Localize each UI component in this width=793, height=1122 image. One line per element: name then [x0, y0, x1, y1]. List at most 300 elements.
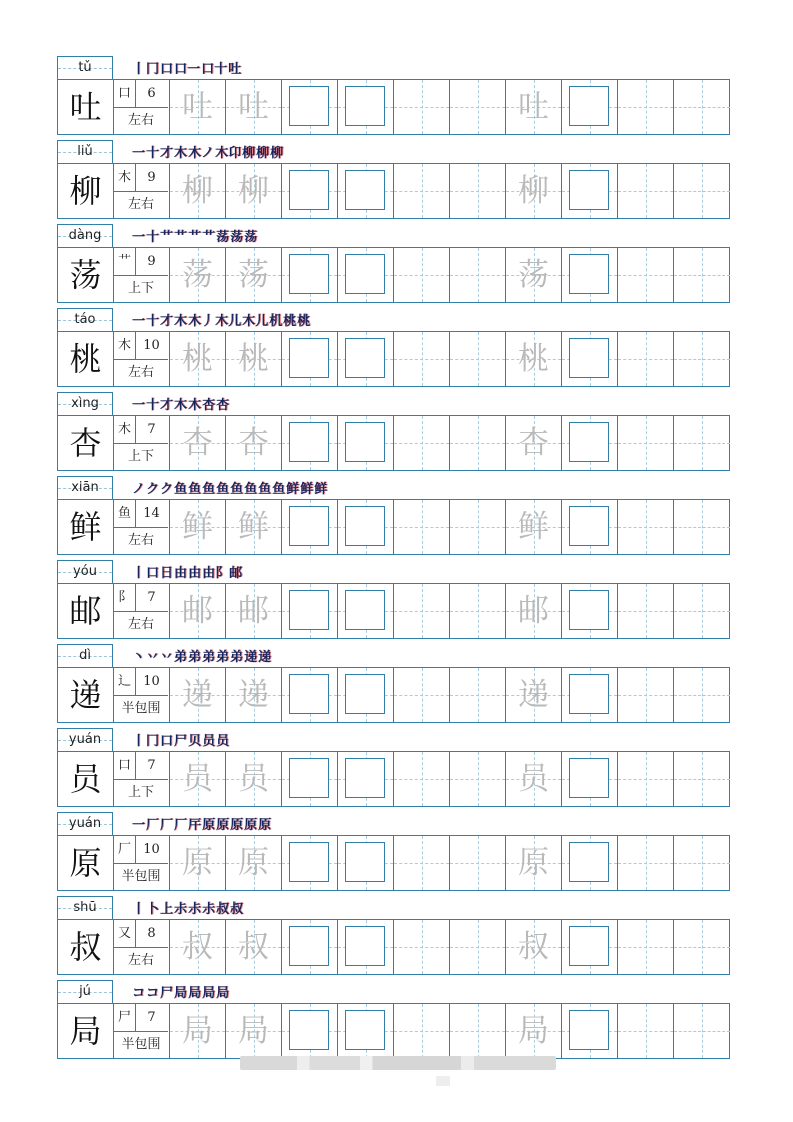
writing-cell[interactable] — [562, 1004, 618, 1058]
writing-cell[interactable] — [618, 164, 674, 218]
trace-character: 柳 — [238, 173, 269, 209]
inner-writing-box[interactable] — [569, 170, 609, 210]
stroke-step: 木卬 — [215, 146, 242, 161]
inner-writing-box[interactable] — [345, 86, 385, 126]
writing-cell[interactable] — [170, 584, 226, 638]
practice-row — [57, 667, 730, 723]
trace-character: 吐 — [518, 89, 549, 125]
stroke-order — [132, 58, 242, 78]
writing-cell[interactable] — [562, 248, 618, 302]
writing-cell[interactable] — [282, 80, 338, 134]
trace-character: 柳 — [182, 173, 213, 209]
trace-character: 局 — [238, 1013, 269, 1049]
practice-row — [57, 415, 730, 471]
stroke-step: 局 — [174, 986, 188, 1001]
structure: 左右 — [127, 533, 154, 548]
writing-cell[interactable] — [338, 500, 394, 554]
inner-writing-box[interactable] — [289, 926, 329, 966]
inner-writing-box[interactable] — [569, 590, 609, 630]
model-character: 员 — [58, 752, 114, 806]
inner-writing-box[interactable] — [569, 842, 609, 882]
stroke-step: 尸 — [160, 986, 174, 1001]
stroke-step: 柳 — [270, 146, 284, 161]
structure: 上下 — [127, 281, 154, 296]
writing-cell[interactable] — [506, 248, 562, 302]
stroke-step: 口 — [146, 566, 160, 581]
writing-cell[interactable] — [226, 332, 282, 386]
info-top — [114, 332, 168, 360]
trace-character: 荡 — [238, 257, 269, 293]
stroke-step: 口十 — [201, 62, 228, 77]
character-info — [114, 836, 170, 890]
inner-writing-box[interactable] — [289, 254, 329, 294]
writing-cell[interactable] — [394, 416, 450, 470]
writing-cell[interactable] — [562, 500, 618, 554]
writing-cell[interactable] — [506, 584, 562, 638]
writing-cell[interactable] — [674, 416, 730, 470]
inner-writing-box[interactable] — [345, 254, 385, 294]
writing-cell[interactable] — [618, 500, 674, 554]
writing-cell[interactable] — [170, 836, 226, 890]
writing-cell[interactable] — [450, 668, 506, 722]
inner-writing-box[interactable] — [569, 254, 609, 294]
writing-cell[interactable] — [338, 248, 394, 302]
stroke-step: 一 — [132, 230, 146, 245]
writing-cell[interactable] — [562, 836, 618, 890]
model-character: 柳 — [58, 164, 114, 218]
writing-cell[interactable] — [618, 332, 674, 386]
radical: 木 — [114, 164, 136, 191]
pinyin-box — [57, 980, 113, 1003]
writing-cell[interactable] — [170, 1004, 226, 1058]
stroke-step: 由 — [188, 566, 202, 581]
writing-cell[interactable] — [450, 164, 506, 218]
stroke-count: 7 — [147, 758, 156, 773]
writing-cell[interactable] — [282, 1004, 338, 1058]
info-top — [114, 248, 168, 276]
info-top — [114, 1004, 168, 1032]
pinyin-text: liǔ — [77, 144, 93, 159]
stroke-step: ク — [160, 482, 174, 497]
writing-cell[interactable] — [674, 668, 730, 722]
stroke-step: 冂 — [146, 734, 160, 749]
stroke-step: 吐 — [228, 62, 242, 77]
writing-cell[interactable] — [226, 416, 282, 470]
inner-writing-box[interactable] — [345, 674, 385, 714]
stroke-step: 冂 — [146, 62, 160, 77]
writing-cell[interactable] — [506, 500, 562, 554]
writing-cell[interactable] — [506, 836, 562, 890]
trace-character: 鲜 — [238, 509, 269, 545]
info-top — [114, 920, 168, 948]
writing-cell[interactable] — [674, 752, 730, 806]
trace-character: 杏 — [182, 425, 213, 461]
writing-cell[interactable] — [618, 416, 674, 470]
writing-cell[interactable] — [394, 836, 450, 890]
writing-cell[interactable] — [282, 836, 338, 890]
writing-cell[interactable] — [170, 164, 226, 218]
writing-cell[interactable] — [562, 752, 618, 806]
writing-cell[interactable] — [226, 1004, 282, 1058]
stroke-step: 厂 — [160, 818, 174, 833]
writing-cell[interactable] — [394, 752, 450, 806]
writing-cell[interactable] — [226, 248, 282, 302]
character-info — [114, 500, 170, 554]
stroke-step: 木儿 — [215, 314, 242, 329]
radical: 阝 — [114, 584, 136, 611]
stroke-count: 9 — [147, 170, 156, 185]
stroke-step: 原 — [216, 818, 230, 833]
writing-cell[interactable] — [506, 332, 562, 386]
trace-character: 桃 — [238, 341, 269, 377]
writing-cell[interactable] — [282, 752, 338, 806]
stroke-step: 弟 — [202, 650, 216, 665]
stroke-step: 荡 — [244, 230, 258, 245]
writing-cell[interactable] — [226, 752, 282, 806]
writing-cell[interactable] — [394, 920, 450, 974]
writing-cell[interactable] — [170, 920, 226, 974]
stroke-step: 递 — [258, 650, 272, 665]
writing-cell[interactable] — [338, 584, 394, 638]
trace-character: 邮 — [182, 593, 213, 629]
stroke-order — [132, 226, 258, 246]
stroke-step: 艹 — [188, 230, 202, 245]
writing-cell[interactable] — [506, 920, 562, 974]
writing-cell[interactable] — [170, 752, 226, 806]
writing-cell[interactable] — [674, 164, 730, 218]
radical: 厂 — [114, 836, 136, 863]
pinyin-text: xiān — [71, 480, 99, 495]
stroke-step: 鱼 — [174, 482, 188, 497]
trace-character: 杏 — [238, 425, 269, 461]
stroke-step: 尸 — [174, 734, 188, 749]
writing-cell[interactable] — [450, 1004, 506, 1058]
model-character: 荡 — [58, 248, 114, 302]
practice-row — [57, 835, 730, 891]
structure: 左右 — [127, 953, 154, 968]
stroke-step: 局 — [188, 986, 202, 1001]
writing-cell[interactable] — [562, 332, 618, 386]
writing-cell[interactable] — [282, 416, 338, 470]
writing-cell[interactable] — [674, 1004, 730, 1058]
structure: 半包围 — [121, 701, 161, 716]
writing-cell[interactable] — [394, 248, 450, 302]
writing-cell[interactable] — [338, 332, 394, 386]
writing-cell[interactable] — [450, 920, 506, 974]
practice-row — [57, 919, 730, 975]
inner-writing-box[interactable] — [289, 590, 329, 630]
stroke-step: 鱼 — [258, 482, 272, 497]
info-top — [114, 584, 168, 612]
writing-cell[interactable] — [394, 80, 450, 134]
info-top — [114, 416, 168, 444]
pinyin-box — [57, 812, 113, 835]
stroke-step: 鱼 — [216, 482, 230, 497]
inner-writing-box[interactable] — [289, 422, 329, 462]
writing-cell[interactable] — [170, 332, 226, 386]
writing-cell[interactable] — [450, 500, 506, 554]
inner-writing-box[interactable] — [569, 674, 609, 714]
stroke-step: 艹 — [202, 230, 216, 245]
inner-writing-box[interactable] — [345, 338, 385, 378]
inner-writing-box[interactable] — [569, 926, 609, 966]
writing-cell[interactable] — [170, 500, 226, 554]
stroke-step: 艹 — [174, 230, 188, 245]
stroke-step: 丷 — [160, 650, 174, 665]
radical: 口 — [114, 752, 136, 779]
writing-cell[interactable] — [226, 668, 282, 722]
writing-cell[interactable] — [394, 1004, 450, 1058]
practice-row — [57, 163, 730, 219]
writing-cell[interactable] — [506, 416, 562, 470]
stroke-step: 鲜 — [300, 482, 314, 497]
writing-cell[interactable] — [170, 668, 226, 722]
model-character: 叔 — [58, 920, 114, 974]
writing-cell[interactable] — [562, 416, 618, 470]
writing-cell[interactable] — [450, 836, 506, 890]
writing-cell[interactable] — [562, 584, 618, 638]
inner-writing-box[interactable] — [345, 842, 385, 882]
stroke-order — [132, 730, 230, 750]
inner-writing-box[interactable] — [345, 758, 385, 798]
inner-writing-box[interactable] — [569, 1010, 609, 1050]
stroke-step: 尗 — [174, 902, 188, 917]
stroke-step: 柳 — [256, 146, 270, 161]
inner-writing-box[interactable] — [569, 422, 609, 462]
structure: 半包围 — [121, 869, 161, 884]
writing-cell[interactable] — [618, 584, 674, 638]
writing-cell[interactable] — [618, 1004, 674, 1058]
inner-writing-box[interactable] — [569, 506, 609, 546]
practice-row — [57, 499, 730, 555]
writing-cell[interactable] — [282, 332, 338, 386]
character-info — [114, 416, 170, 470]
writing-cell[interactable] — [674, 248, 730, 302]
stroke-step: 递 — [244, 650, 258, 665]
stroke-step: 尗 — [188, 902, 202, 917]
inner-writing-box[interactable] — [345, 1010, 385, 1050]
stroke-step: 鱼 — [244, 482, 258, 497]
stroke-step: 柳 — [242, 146, 256, 161]
radical: 木 — [114, 332, 136, 359]
model-character: 原 — [58, 836, 114, 890]
character-info — [114, 920, 170, 974]
inner-writing-box[interactable] — [345, 170, 385, 210]
stroke-step: 才 — [160, 398, 174, 413]
stroke-step: 丨 — [132, 902, 146, 917]
trace-character: 邮 — [238, 593, 269, 629]
stroke-step: 原 — [230, 818, 244, 833]
stroke-step: 木 — [174, 314, 188, 329]
writing-cell[interactable] — [506, 1004, 562, 1058]
writing-cell[interactable] — [450, 584, 506, 638]
writing-cell[interactable] — [562, 668, 618, 722]
writing-cell[interactable] — [338, 920, 394, 974]
writing-cell[interactable] — [170, 248, 226, 302]
writing-cell[interactable] — [282, 164, 338, 218]
writing-cell[interactable] — [338, 752, 394, 806]
inner-writing-box[interactable] — [569, 758, 609, 798]
pinyin-box — [57, 476, 113, 499]
writing-cell[interactable] — [226, 500, 282, 554]
writing-cell[interactable] — [562, 920, 618, 974]
stroke-step: 上 — [160, 902, 174, 917]
stroke-step: 杏 — [202, 398, 216, 413]
trace-character: 局 — [518, 1013, 549, 1049]
writing-cell[interactable] — [450, 416, 506, 470]
writing-cell[interactable] — [170, 416, 226, 470]
writing-cell[interactable] — [282, 500, 338, 554]
stroke-order — [132, 646, 272, 666]
character-info — [114, 80, 170, 134]
writing-cell[interactable] — [674, 584, 730, 638]
stroke-count: 7 — [147, 422, 156, 437]
writing-cell[interactable] — [618, 752, 674, 806]
writing-cell[interactable] — [226, 80, 282, 134]
stroke-order — [132, 310, 311, 330]
inner-writing-box[interactable] — [289, 842, 329, 882]
writing-cell[interactable] — [338, 416, 394, 470]
trace-character: 桃 — [518, 341, 549, 377]
stroke-step: 贝 — [188, 734, 202, 749]
model-character: 鲜 — [58, 500, 114, 554]
inner-writing-box[interactable] — [569, 338, 609, 378]
writing-cell[interactable] — [562, 164, 618, 218]
writing-cell[interactable] — [338, 164, 394, 218]
writing-cell[interactable] — [394, 584, 450, 638]
practice-row — [57, 583, 730, 639]
writing-cell[interactable] — [506, 80, 562, 134]
stroke-step: 十 — [146, 314, 160, 329]
writing-cell[interactable] — [450, 752, 506, 806]
stroke-step: 十 — [146, 398, 160, 413]
writing-cell[interactable] — [170, 80, 226, 134]
character-info — [114, 668, 170, 722]
writing-cell[interactable] — [338, 668, 394, 722]
character-entry — [0, 560, 793, 644]
writing-cell[interactable] — [338, 836, 394, 890]
writing-cell[interactable] — [338, 1004, 394, 1058]
inner-writing-box[interactable] — [289, 338, 329, 378]
radical: 鱼 — [114, 500, 136, 527]
pinyin-box — [57, 560, 113, 583]
inner-writing-box[interactable] — [569, 86, 609, 126]
writing-cell[interactable] — [282, 584, 338, 638]
writing-cell[interactable] — [338, 80, 394, 134]
pinyin-text: táo — [74, 312, 96, 327]
character-entry — [0, 476, 793, 560]
writing-cell[interactable] — [674, 332, 730, 386]
writing-cell[interactable] — [226, 164, 282, 218]
writing-cell[interactable] — [618, 836, 674, 890]
writing-cell[interactable] — [394, 500, 450, 554]
writing-cell[interactable] — [618, 248, 674, 302]
writing-cell[interactable] — [226, 920, 282, 974]
trace-character: 员 — [518, 761, 549, 797]
character-info — [114, 248, 170, 302]
stroke-step: 局 — [216, 986, 230, 1001]
inner-writing-box[interactable] — [289, 758, 329, 798]
stroke-step: 丶 — [132, 650, 146, 665]
character-entry — [0, 56, 793, 140]
writing-cell[interactable] — [618, 80, 674, 134]
writing-cell[interactable] — [506, 668, 562, 722]
writing-cell[interactable] — [226, 836, 282, 890]
writing-cell[interactable] — [674, 80, 730, 134]
writing-cell[interactable] — [618, 668, 674, 722]
writing-cell[interactable] — [282, 920, 338, 974]
stroke-step: 丨 — [132, 566, 146, 581]
writing-cell[interactable] — [674, 836, 730, 890]
inner-writing-box[interactable] — [345, 926, 385, 966]
trace-character: 杏 — [518, 425, 549, 461]
writing-cell[interactable] — [506, 752, 562, 806]
inner-writing-box[interactable] — [289, 1010, 329, 1050]
writing-cell[interactable] — [450, 248, 506, 302]
model-character: 杏 — [58, 416, 114, 470]
trace-character: 荡 — [182, 257, 213, 293]
stroke-count: 10 — [143, 338, 160, 353]
stroke-count: 10 — [143, 842, 160, 857]
inner-writing-box[interactable] — [345, 422, 385, 462]
stroke-step: 鲜 — [314, 482, 328, 497]
stroke-step: 口 — [160, 734, 174, 749]
writing-cell[interactable] — [674, 500, 730, 554]
info-top — [114, 668, 168, 696]
writing-cell[interactable] — [282, 668, 338, 722]
pinyin-text: yuán — [68, 732, 102, 747]
writing-cell[interactable] — [394, 332, 450, 386]
inner-writing-box[interactable] — [345, 506, 385, 546]
stroke-step: 口一 — [174, 62, 201, 77]
stroke-count: 14 — [143, 506, 160, 521]
pinyin-box — [57, 308, 113, 331]
pinyin-text: dì — [79, 648, 91, 663]
pinyin-box — [57, 56, 113, 79]
stroke-count: 8 — [147, 926, 156, 941]
stroke-count: 7 — [147, 1010, 156, 1025]
writing-cell[interactable] — [226, 584, 282, 638]
stroke-step: 弟 — [174, 650, 188, 665]
stroke-step: 木 — [188, 398, 202, 413]
writing-cell[interactable] — [506, 164, 562, 218]
writing-cell[interactable] — [282, 248, 338, 302]
pinyin-text: tǔ — [78, 60, 92, 75]
inner-writing-box[interactable] — [345, 590, 385, 630]
writing-cell[interactable] — [450, 332, 506, 386]
stroke-step: 艹 — [160, 230, 174, 245]
stroke-order — [132, 562, 243, 582]
inner-writing-box[interactable] — [289, 506, 329, 546]
writing-cell[interactable] — [562, 80, 618, 134]
writing-cell[interactable] — [618, 920, 674, 974]
writing-cell[interactable] — [450, 80, 506, 134]
writing-cell[interactable] — [394, 164, 450, 218]
stroke-step: 厂 — [174, 818, 188, 833]
inner-writing-box[interactable] — [289, 170, 329, 210]
stroke-step: 员 — [202, 734, 216, 749]
writing-cell[interactable] — [674, 920, 730, 974]
info-top — [114, 836, 168, 864]
inner-writing-box[interactable] — [289, 674, 329, 714]
character-entry — [0, 980, 793, 1064]
trace-character: 叔 — [518, 929, 549, 965]
trace-character: 鲜 — [182, 509, 213, 545]
inner-writing-box[interactable] — [289, 86, 329, 126]
writing-cell[interactable] — [394, 668, 450, 722]
pinyin-text: yuán — [68, 816, 102, 831]
stroke-step: 鲜 — [286, 482, 300, 497]
